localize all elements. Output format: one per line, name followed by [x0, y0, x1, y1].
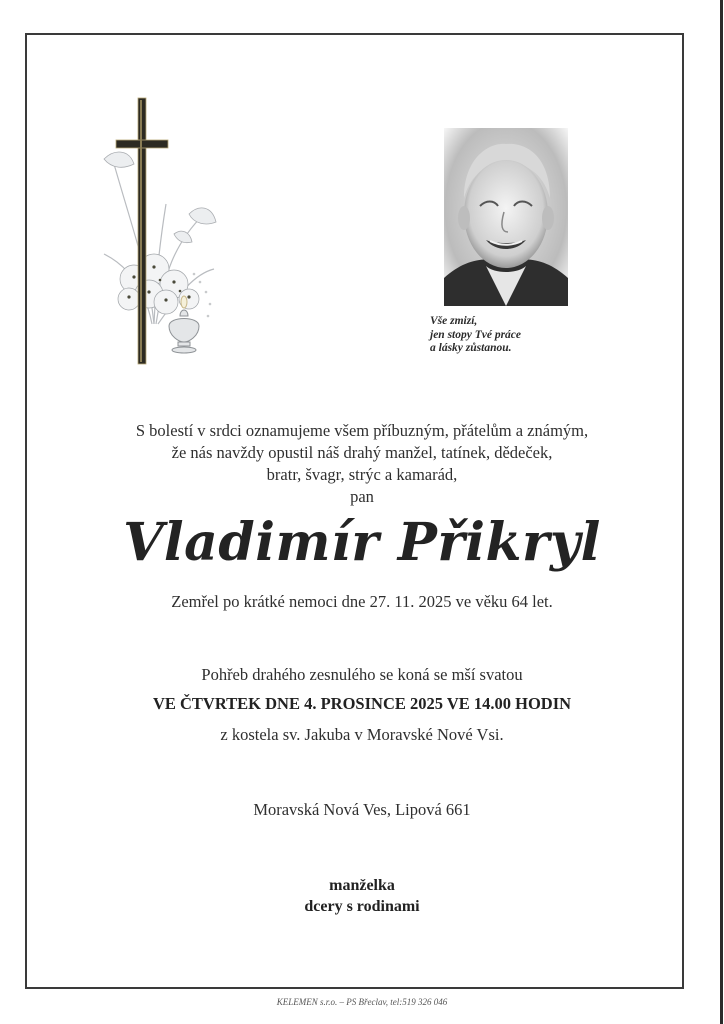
memorial-quote — [430, 315, 580, 356]
cross-lilies-illustration — [94, 94, 229, 369]
quote-line: Vše zmizí, — [430, 315, 478, 327]
portrait-photo — [444, 128, 568, 306]
mourners-list — [0, 876, 724, 917]
mourner: manželka — [329, 877, 395, 894]
funeral-info-line1: Pohřeb drahého zesnulého se koná se mší svatou — [201, 665, 523, 684]
announcement-text — [0, 420, 724, 508]
intro-line: pan — [350, 487, 374, 506]
intro-line: bratr, švagr, strýc a kamarád, — [266, 465, 458, 484]
mourner: dcery s rodinami — [304, 897, 420, 915]
funeral-date-time: VE ČTVRTEK DNE 4. PROSINCE 2025 VE 14.00 HODIN — [152, 694, 572, 713]
quote-line: a lásky zůstanou. — [430, 342, 512, 354]
funeral-service-footer: KELEMEN s.r.o. – PS Břeclav, tel:519 326 046 — [276, 997, 448, 1007]
funeral-location: z kostela sv. Jakuba v Moravské Nové Vsi. — [220, 725, 504, 744]
family-address: Moravská Nová Ves, Lipová 661 — [253, 800, 471, 819]
intro-line: S bolestí v srdci oznamujeme všem příbuzným, přátelům a známým, — [135, 421, 589, 440]
intro-line: že nás navždy opustil náš drahý manžel, tatínek, dědeček, — [171, 443, 553, 462]
deceased-name: Vladimír Přikryl — [123, 512, 601, 573]
cross-icon — [94, 94, 229, 369]
death-info: Zemřel po krátké nemoci dne 27. 11. 2025 ve věku 64 let. — [171, 592, 553, 611]
portrait-image — [444, 128, 568, 306]
quote-line: jen stopy Tvé práce — [430, 328, 522, 341]
